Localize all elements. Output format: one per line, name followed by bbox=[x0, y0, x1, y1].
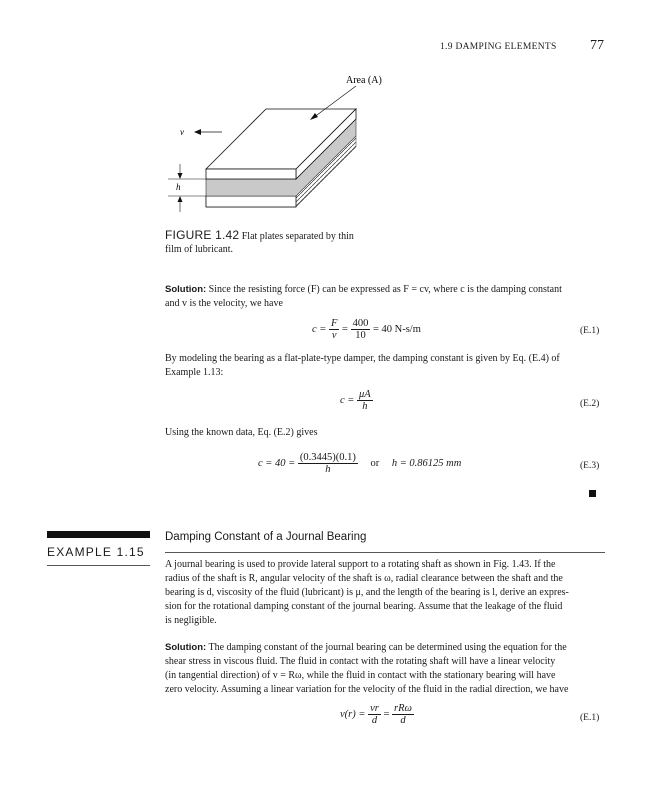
solution-line: and v is the velocity, we have bbox=[165, 298, 283, 309]
paragraph-line: bearing is d, viscosity of the fluid (lubricant) is μ, and the length of the bearing is l, derive an expres- bbox=[165, 587, 569, 598]
paragraph-line: A journal bearing is used to provide lateral support to a rotating shaft as shown in Fig. 1.43. If the bbox=[165, 559, 556, 570]
figure-caption-label: FIGURE 1.42 bbox=[165, 228, 240, 242]
example-problem-statement bbox=[165, 558, 605, 628]
equation-e3 bbox=[258, 452, 461, 475]
example-label: EXAMPLE 1.15 bbox=[47, 545, 145, 559]
solution-line: shear stress in viscous fluid. The fluid in contact with the rotating shaft will have a linear velocity bbox=[165, 656, 556, 667]
solution-line: zero velocity. Assuming a linear variation for the velocity of the fluid in the radial direction, we have bbox=[165, 684, 569, 695]
eq-denominator: d bbox=[400, 715, 406, 726]
eq-numerator: vr bbox=[370, 703, 379, 714]
figure-caption-text2: film of lubricant. bbox=[165, 244, 234, 255]
example-title: Damping Constant of a Journal Bearing bbox=[165, 531, 367, 543]
example-bar bbox=[47, 531, 150, 538]
eq-denominator: 10 bbox=[355, 330, 366, 341]
equation-label: (E.2) bbox=[580, 399, 600, 409]
paragraph-2 bbox=[165, 352, 605, 380]
eq-lhs: c = bbox=[312, 323, 327, 335]
paragraph-line: radius of the shaft is R, angular velocity of the shaft is ω, radial clearance between the shaft and the bbox=[165, 573, 563, 584]
solution-paragraph-2 bbox=[165, 641, 605, 697]
solution-line: The damping constant of the journal bearing can be determined using the equation for the bbox=[208, 642, 567, 653]
eq-denominator: h bbox=[362, 401, 368, 412]
eq-equals: = bbox=[383, 708, 390, 720]
equation-label: (E.1) bbox=[580, 326, 600, 336]
eq-fraction bbox=[351, 318, 371, 341]
paragraph-line: Using the known data, Eq. (E.2) gives bbox=[165, 427, 318, 438]
solution-paragraph-1 bbox=[165, 283, 605, 311]
eq-fraction bbox=[392, 703, 414, 726]
eq-numerator: (0.3445)(0.1) bbox=[299, 452, 356, 463]
equation-e1-journal bbox=[340, 703, 414, 726]
fixed-plate bbox=[206, 196, 296, 207]
running-header: 1.9 DAMPING ELEMENTS bbox=[440, 42, 557, 52]
paragraph-3 bbox=[165, 426, 605, 440]
page-number: 77 bbox=[590, 38, 604, 53]
paragraph-line: By modeling the bearing as a flat-plate-type damper, the damping constant is given by Eq. (E.4) of bbox=[165, 353, 560, 364]
eq-numerator: F bbox=[331, 318, 338, 329]
figure-caption bbox=[165, 229, 405, 256]
eq-denominator: v bbox=[331, 330, 337, 341]
velocity-arrowhead bbox=[194, 129, 201, 135]
area-label: Area (A) bbox=[346, 75, 382, 86]
solution-line: (in tangential direction) of v = Rω, while the fluid in contact with the stationary bearing will have bbox=[165, 670, 556, 681]
solution-label: Solution: bbox=[165, 284, 207, 295]
moving-plate-front bbox=[206, 169, 296, 179]
solution-line: Since the resisting force (F) can be expressed as F = cv, where c is the damping constant bbox=[208, 284, 562, 295]
solution-label: Solution: bbox=[165, 642, 207, 653]
figure-caption-text: Flat plates separated by thin bbox=[241, 231, 354, 242]
paragraph-line: is negligible. bbox=[165, 615, 217, 626]
figure-flat-plates bbox=[160, 66, 382, 221]
paragraph-line: Example 1.13: bbox=[165, 367, 224, 378]
eq-lhs: c = 40 = bbox=[258, 457, 296, 469]
eq-denominator: d bbox=[371, 715, 378, 726]
eq-fraction bbox=[329, 318, 339, 341]
paragraph-line: sion for the rotational damping constant of the journal bearing. Assume that the leakage of the fluid bbox=[165, 601, 563, 612]
velocity-label: v bbox=[180, 127, 184, 137]
eq-numerator: μA bbox=[359, 389, 371, 400]
eq-fraction bbox=[368, 703, 381, 726]
eq-denominator: h bbox=[325, 464, 331, 475]
eq-numerator: 400 bbox=[352, 318, 369, 329]
equation-e2 bbox=[340, 389, 373, 412]
eq-numerator: rRω bbox=[394, 703, 412, 714]
equation-label: (E.3) bbox=[580, 461, 600, 471]
eq-or: or bbox=[370, 457, 380, 469]
equation-e1 bbox=[312, 318, 421, 341]
eq-lhs: c = bbox=[340, 394, 355, 406]
equation-label: (E.1) bbox=[580, 713, 600, 723]
eq-lhs: v(r) = bbox=[340, 708, 366, 720]
eq-equals: = bbox=[342, 323, 348, 335]
end-of-example-mark bbox=[589, 490, 596, 497]
h-label: h bbox=[176, 182, 181, 192]
example-title-rule bbox=[165, 552, 605, 553]
eq-rhs: h = 0.86125 mm bbox=[391, 457, 462, 469]
example-divider bbox=[47, 565, 150, 566]
eq-fraction bbox=[357, 389, 373, 412]
eq-fraction bbox=[298, 452, 358, 475]
eq-rhs: = 40 N-s/m bbox=[372, 323, 421, 335]
